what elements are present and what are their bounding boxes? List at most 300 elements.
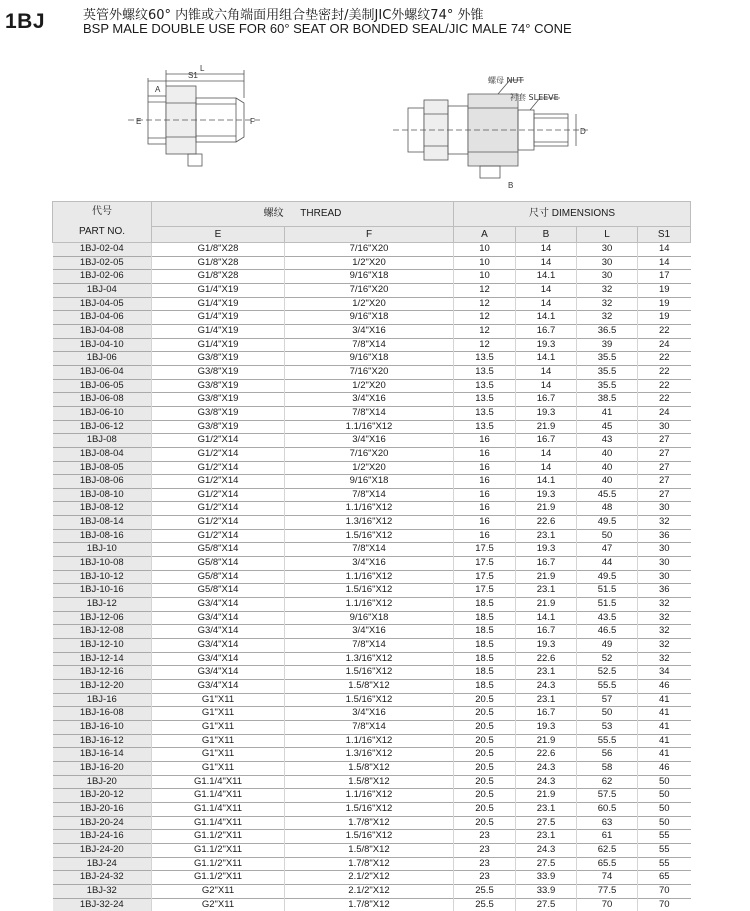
cell-f: 1.1/16"X12 bbox=[285, 598, 454, 612]
cell-a: 17.5 bbox=[454, 584, 516, 598]
cell-part: 1BJ-24 bbox=[53, 857, 152, 871]
cell-b: 19.3 bbox=[516, 338, 577, 352]
dim-label-f: F bbox=[250, 117, 255, 126]
cell-s1: 14 bbox=[638, 256, 691, 270]
cell-f: 7/8"X14 bbox=[285, 720, 454, 734]
cell-e: G1/4"X19 bbox=[152, 311, 285, 325]
cell-part: 1BJ-08-14 bbox=[53, 516, 152, 530]
cell-s1: 65 bbox=[638, 871, 691, 885]
cell-part: 1BJ-02-06 bbox=[53, 270, 152, 284]
cell-l: 32 bbox=[577, 311, 638, 325]
cell-f: 1.5/16"X12 bbox=[285, 693, 454, 707]
cell-part: 1BJ-20 bbox=[53, 775, 152, 789]
table-row bbox=[53, 311, 691, 325]
table-row bbox=[53, 598, 691, 612]
cell-b: 23.1 bbox=[516, 693, 577, 707]
cell-a: 12 bbox=[454, 283, 516, 297]
cell-a: 16 bbox=[454, 475, 516, 489]
part-no-header-en: PART NO. bbox=[79, 226, 125, 237]
cell-e: G1/8"X28 bbox=[152, 270, 285, 284]
cell-part: 1BJ-08-06 bbox=[53, 475, 152, 489]
cell-s1: 32 bbox=[638, 625, 691, 639]
cell-l: 51.5 bbox=[577, 584, 638, 598]
table-row bbox=[53, 529, 691, 543]
fitting-side-view bbox=[128, 70, 263, 166]
table-row bbox=[53, 488, 691, 502]
cell-l: 60.5 bbox=[577, 802, 638, 816]
table-row bbox=[53, 243, 691, 257]
cell-part: 1BJ-12-06 bbox=[53, 611, 152, 625]
cell-a: 20.5 bbox=[454, 748, 516, 762]
cell-s1: 32 bbox=[638, 611, 691, 625]
cell-part: 1BJ-12 bbox=[53, 598, 152, 612]
cell-l: 47 bbox=[577, 543, 638, 557]
cell-part: 1BJ-24-20 bbox=[53, 843, 152, 857]
cell-e: G1/2"X14 bbox=[152, 502, 285, 516]
table-row bbox=[53, 270, 691, 284]
cell-a: 16 bbox=[454, 502, 516, 516]
cell-a: 20.5 bbox=[454, 761, 516, 775]
cell-e: G3/4"X14 bbox=[152, 680, 285, 694]
table-row bbox=[53, 857, 691, 871]
table-row bbox=[53, 447, 691, 461]
cell-e: G3/4"X14 bbox=[152, 611, 285, 625]
cell-a: 20.5 bbox=[454, 775, 516, 789]
cell-f: 1.1/16"X12 bbox=[285, 789, 454, 803]
cell-a: 10 bbox=[454, 256, 516, 270]
cell-f: 9/16"X18 bbox=[285, 270, 454, 284]
cell-b: 24.3 bbox=[516, 680, 577, 694]
cell-a: 12 bbox=[454, 338, 516, 352]
table-row bbox=[53, 884, 691, 898]
cell-a: 20.5 bbox=[454, 802, 516, 816]
cell-part: 1BJ-10-16 bbox=[53, 584, 152, 598]
cell-a: 16 bbox=[454, 461, 516, 475]
dim-label-d: D bbox=[580, 127, 586, 136]
cell-s1: 41 bbox=[638, 734, 691, 748]
cell-a: 13.5 bbox=[454, 379, 516, 393]
cell-s1: 24 bbox=[638, 406, 691, 420]
cell-b: 14 bbox=[516, 447, 577, 461]
cell-part: 1BJ-04-10 bbox=[53, 338, 152, 352]
cell-e: G3/4"X14 bbox=[152, 639, 285, 653]
cell-b: 23.1 bbox=[516, 830, 577, 844]
cell-a: 16 bbox=[454, 447, 516, 461]
cell-a: 16 bbox=[454, 434, 516, 448]
dim-label-l: L bbox=[200, 64, 205, 73]
cell-a: 20.5 bbox=[454, 816, 516, 830]
cell-part: 1BJ-16-10 bbox=[53, 720, 152, 734]
cell-f: 7/8"X14 bbox=[285, 488, 454, 502]
cell-l: 55.5 bbox=[577, 680, 638, 694]
cell-f: 3/4"X16 bbox=[285, 324, 454, 338]
cell-l: 35.5 bbox=[577, 365, 638, 379]
cell-part: 1BJ-16-08 bbox=[53, 707, 152, 721]
cell-part: 1BJ-12-08 bbox=[53, 625, 152, 639]
cell-part: 1BJ-04-05 bbox=[53, 297, 152, 311]
cell-b: 19.3 bbox=[516, 639, 577, 653]
cell-f: 7/8"X14 bbox=[285, 639, 454, 653]
dim-label-a: A bbox=[155, 85, 161, 94]
cell-e: G1/4"X19 bbox=[152, 297, 285, 311]
cell-l: 51.5 bbox=[577, 598, 638, 612]
cell-e: G1/2"X14 bbox=[152, 475, 285, 489]
cell-l: 32 bbox=[577, 297, 638, 311]
cell-f: 3/4"X16 bbox=[285, 393, 454, 407]
table-row bbox=[53, 748, 691, 762]
cell-e: G1.1/4"X11 bbox=[152, 816, 285, 830]
cell-a: 10 bbox=[454, 243, 516, 257]
cell-part: 1BJ-12-14 bbox=[53, 652, 152, 666]
cell-a: 10 bbox=[454, 270, 516, 284]
cell-l: 77.5 bbox=[577, 884, 638, 898]
cell-e: G5/8"X14 bbox=[152, 557, 285, 571]
cell-b: 16.7 bbox=[516, 434, 577, 448]
cell-part: 1BJ-10-12 bbox=[53, 570, 152, 584]
cell-f: 1.5/16"X12 bbox=[285, 584, 454, 598]
cell-s1: 46 bbox=[638, 761, 691, 775]
table-row bbox=[53, 734, 691, 748]
dim-label-e: E bbox=[136, 117, 141, 126]
table-row bbox=[53, 297, 691, 311]
cell-part: 1BJ-08-05 bbox=[53, 461, 152, 475]
cell-part: 1BJ-16-20 bbox=[53, 761, 152, 775]
cell-s1: 19 bbox=[638, 297, 691, 311]
cell-f: 7/8"X14 bbox=[285, 406, 454, 420]
cell-l: 52 bbox=[577, 652, 638, 666]
cell-s1: 22 bbox=[638, 393, 691, 407]
cell-a: 18.5 bbox=[454, 652, 516, 666]
cell-s1: 50 bbox=[638, 802, 691, 816]
nut-label: 螺母 NUT bbox=[488, 75, 523, 85]
cell-a: 12 bbox=[454, 324, 516, 338]
cell-a: 16 bbox=[454, 529, 516, 543]
table-row bbox=[53, 406, 691, 420]
table-row bbox=[53, 830, 691, 844]
cell-l: 70 bbox=[577, 898, 638, 911]
cell-part: 1BJ-16 bbox=[53, 693, 152, 707]
cell-s1: 22 bbox=[638, 324, 691, 338]
cell-l: 63 bbox=[577, 816, 638, 830]
cell-part: 1BJ-08-10 bbox=[53, 488, 152, 502]
cell-b: 23.1 bbox=[516, 584, 577, 598]
cell-part: 1BJ-06-12 bbox=[53, 420, 152, 434]
cell-a: 23 bbox=[454, 857, 516, 871]
cell-a: 18.5 bbox=[454, 666, 516, 680]
table-row bbox=[53, 475, 691, 489]
cell-f: 1.5/16"X12 bbox=[285, 666, 454, 680]
cell-part: 1BJ-02-05 bbox=[53, 256, 152, 270]
cell-part: 1BJ-16-12 bbox=[53, 734, 152, 748]
title-chinese: 英管外螺纹60° 内锥或六角端面用组合垫密封/美制JIC外螺纹74° 外锥 bbox=[83, 4, 483, 23]
cell-e: G1/2"X14 bbox=[152, 516, 285, 530]
cell-e: G5/8"X14 bbox=[152, 584, 285, 598]
cell-l: 39 bbox=[577, 338, 638, 352]
cell-s1: 22 bbox=[638, 365, 691, 379]
part-no-header-cn: 代号 bbox=[92, 206, 112, 217]
cell-a: 23 bbox=[454, 843, 516, 857]
table-row bbox=[53, 256, 691, 270]
table-row bbox=[53, 775, 691, 789]
cell-b: 14.1 bbox=[516, 475, 577, 489]
cell-b: 19.3 bbox=[516, 543, 577, 557]
table-row bbox=[53, 652, 691, 666]
cell-s1: 27 bbox=[638, 488, 691, 502]
cell-part: 1BJ-32 bbox=[53, 884, 152, 898]
table-row bbox=[53, 720, 691, 734]
cell-l: 57 bbox=[577, 693, 638, 707]
cell-l: 36.5 bbox=[577, 324, 638, 338]
cell-l: 62.5 bbox=[577, 843, 638, 857]
cell-l: 50 bbox=[577, 529, 638, 543]
cell-f: 1.3/16"X12 bbox=[285, 748, 454, 762]
cell-f: 1.1/16"X12 bbox=[285, 420, 454, 434]
cell-b: 22.6 bbox=[516, 652, 577, 666]
cell-a: 12 bbox=[454, 311, 516, 325]
cell-part: 1BJ-08-12 bbox=[53, 502, 152, 516]
table-row bbox=[53, 434, 691, 448]
cell-e: G1"X11 bbox=[152, 748, 285, 762]
cell-b: 21.9 bbox=[516, 598, 577, 612]
cell-s1: 32 bbox=[638, 639, 691, 653]
cell-e: G1.1/2"X11 bbox=[152, 830, 285, 844]
cell-l: 41 bbox=[577, 406, 638, 420]
cell-f: 7/8"X14 bbox=[285, 543, 454, 557]
cell-l: 45 bbox=[577, 420, 638, 434]
cell-s1: 36 bbox=[638, 584, 691, 598]
cell-f: 7/16"X20 bbox=[285, 243, 454, 257]
cell-f: 1.5/16"X12 bbox=[285, 529, 454, 543]
cell-f: 7/8"X14 bbox=[285, 338, 454, 352]
cell-f: 1/2"X20 bbox=[285, 461, 454, 475]
cell-l: 52.5 bbox=[577, 666, 638, 680]
cell-f: 1.7/8"X12 bbox=[285, 816, 454, 830]
cell-part: 1BJ-20-12 bbox=[53, 789, 152, 803]
cell-s1: 30 bbox=[638, 557, 691, 571]
cell-part: 1BJ-06-05 bbox=[53, 379, 152, 393]
cell-f: 9/16"X18 bbox=[285, 611, 454, 625]
cell-a: 17.5 bbox=[454, 543, 516, 557]
cell-part: 1BJ-02-04 bbox=[53, 243, 152, 257]
cell-e: G3/8"X19 bbox=[152, 379, 285, 393]
cell-l: 30 bbox=[577, 270, 638, 284]
cell-l: 50 bbox=[577, 707, 638, 721]
fitting-drawing bbox=[48, 48, 688, 203]
cell-s1: 50 bbox=[638, 816, 691, 830]
cell-e: G1"X11 bbox=[152, 707, 285, 721]
cell-s1: 46 bbox=[638, 680, 691, 694]
cell-e: G1/2"X14 bbox=[152, 447, 285, 461]
dimensions-header-cn: 尺寸 bbox=[529, 208, 549, 219]
cell-e: G3/4"X14 bbox=[152, 625, 285, 639]
table-row bbox=[53, 761, 691, 775]
table-row bbox=[53, 871, 691, 885]
cell-l: 58 bbox=[577, 761, 638, 775]
dim-label-b: B bbox=[508, 181, 513, 190]
cell-s1: 14 bbox=[638, 243, 691, 257]
cell-s1: 41 bbox=[638, 748, 691, 762]
cell-s1: 36 bbox=[638, 529, 691, 543]
cell-a: 13.5 bbox=[454, 365, 516, 379]
cell-part: 1BJ-08-16 bbox=[53, 529, 152, 543]
table-row bbox=[53, 543, 691, 557]
cell-a: 13.5 bbox=[454, 406, 516, 420]
cell-part: 1BJ-06-04 bbox=[53, 365, 152, 379]
spec-table-body bbox=[53, 243, 691, 911]
cell-a: 23 bbox=[454, 871, 516, 885]
table-row bbox=[53, 611, 691, 625]
table-row bbox=[53, 625, 691, 639]
cell-l: 53 bbox=[577, 720, 638, 734]
table-row bbox=[53, 283, 691, 297]
cell-f: 2.1/2"X12 bbox=[285, 871, 454, 885]
table-row bbox=[53, 584, 691, 598]
cell-b: 21.9 bbox=[516, 420, 577, 434]
cell-l: 43 bbox=[577, 434, 638, 448]
cell-e: G1"X11 bbox=[152, 693, 285, 707]
cell-part: 1BJ-12-16 bbox=[53, 666, 152, 680]
spec-table bbox=[52, 201, 691, 911]
title-english: BSP MALE DOUBLE USE FOR 60° SEAT OR BONDED SEAL/JIC MALE 74° CONE bbox=[83, 21, 572, 36]
cell-l: 30 bbox=[577, 256, 638, 270]
cell-s1: 27 bbox=[638, 447, 691, 461]
table-row bbox=[53, 789, 691, 803]
cell-s1: 27 bbox=[638, 434, 691, 448]
cell-part: 1BJ-06-08 bbox=[53, 393, 152, 407]
cell-l: 74 bbox=[577, 871, 638, 885]
cell-b: 24.3 bbox=[516, 761, 577, 775]
cell-e: G1"X11 bbox=[152, 761, 285, 775]
cell-b: 33.9 bbox=[516, 871, 577, 885]
cell-e: G1.1/2"X11 bbox=[152, 843, 285, 857]
cell-b: 14.1 bbox=[516, 311, 577, 325]
cell-a: 16 bbox=[454, 516, 516, 530]
cell-a: 13.5 bbox=[454, 420, 516, 434]
cell-l: 56 bbox=[577, 748, 638, 762]
cell-b: 22.6 bbox=[516, 516, 577, 530]
cell-b: 23.1 bbox=[516, 802, 577, 816]
cell-f: 9/16"X18 bbox=[285, 475, 454, 489]
cell-l: 44 bbox=[577, 557, 638, 571]
cell-part: 1BJ-06-10 bbox=[53, 406, 152, 420]
cell-e: G3/8"X19 bbox=[152, 406, 285, 420]
cell-l: 62 bbox=[577, 775, 638, 789]
table-row bbox=[53, 324, 691, 338]
cell-e: G1.1/2"X11 bbox=[152, 857, 285, 871]
cell-e: G2"X11 bbox=[152, 898, 285, 911]
cell-e: G3/4"X14 bbox=[152, 666, 285, 680]
cell-s1: 32 bbox=[638, 652, 691, 666]
col-header-l: L bbox=[577, 226, 638, 242]
cell-f: 3/4"X16 bbox=[285, 625, 454, 639]
cell-e: G1.1/4"X11 bbox=[152, 789, 285, 803]
table-row bbox=[53, 338, 691, 352]
cell-b: 14 bbox=[516, 256, 577, 270]
cell-l: 30 bbox=[577, 243, 638, 257]
cell-l: 48 bbox=[577, 502, 638, 516]
cell-f: 7/16"X20 bbox=[285, 283, 454, 297]
cell-f: 1.5/16"X12 bbox=[285, 802, 454, 816]
cell-l: 49.5 bbox=[577, 516, 638, 530]
cell-e: G5/8"X14 bbox=[152, 543, 285, 557]
cell-s1: 32 bbox=[638, 598, 691, 612]
cell-b: 27.5 bbox=[516, 857, 577, 871]
cell-a: 20.5 bbox=[454, 707, 516, 721]
cell-l: 49 bbox=[577, 639, 638, 653]
cell-b: 27.5 bbox=[516, 898, 577, 911]
fitting-assembly-view bbox=[393, 80, 588, 178]
cell-s1: 32 bbox=[638, 516, 691, 530]
cell-a: 13.5 bbox=[454, 352, 516, 366]
cell-l: 57.5 bbox=[577, 789, 638, 803]
sleeve-label: 衬套 SLEEVE bbox=[510, 92, 559, 102]
cell-l: 35.5 bbox=[577, 352, 638, 366]
cell-b: 14 bbox=[516, 379, 577, 393]
cell-l: 43.5 bbox=[577, 611, 638, 625]
cell-e: G3/4"X14 bbox=[152, 652, 285, 666]
cell-e: G1"X11 bbox=[152, 720, 285, 734]
cell-a: 16 bbox=[454, 488, 516, 502]
cell-s1: 41 bbox=[638, 720, 691, 734]
cell-s1: 30 bbox=[638, 502, 691, 516]
cell-a: 25.5 bbox=[454, 884, 516, 898]
cell-b: 14 bbox=[516, 283, 577, 297]
table-row bbox=[53, 570, 691, 584]
cell-b: 19.3 bbox=[516, 720, 577, 734]
cell-f: 1.1/16"X12 bbox=[285, 734, 454, 748]
cell-b: 14 bbox=[516, 243, 577, 257]
table-row bbox=[53, 379, 691, 393]
cell-f: 9/16"X18 bbox=[285, 352, 454, 366]
cell-a: 20.5 bbox=[454, 734, 516, 748]
cell-e: G1.1/4"X11 bbox=[152, 802, 285, 816]
cell-f: 3/4"X16 bbox=[285, 557, 454, 571]
cell-f: 1/2"X20 bbox=[285, 297, 454, 311]
cell-e: G3/8"X19 bbox=[152, 393, 285, 407]
cell-part: 1BJ-16-14 bbox=[53, 748, 152, 762]
cell-e: G1/4"X19 bbox=[152, 283, 285, 297]
cell-f: 1.3/16"X12 bbox=[285, 652, 454, 666]
cell-s1: 70 bbox=[638, 884, 691, 898]
cell-f: 9/16"X18 bbox=[285, 311, 454, 325]
cell-part: 1BJ-04 bbox=[53, 283, 152, 297]
cell-a: 25.5 bbox=[454, 898, 516, 911]
cell-l: 35.5 bbox=[577, 379, 638, 393]
cell-s1: 30 bbox=[638, 543, 691, 557]
cell-a: 13.5 bbox=[454, 393, 516, 407]
cell-f: 3/4"X16 bbox=[285, 707, 454, 721]
cell-s1: 30 bbox=[638, 570, 691, 584]
cell-part: 1BJ-04-06 bbox=[53, 311, 152, 325]
thread-header-en: THREAD bbox=[300, 208, 341, 219]
col-header-b: B bbox=[516, 226, 577, 242]
cell-part: 1BJ-24-32 bbox=[53, 871, 152, 885]
cell-s1: 41 bbox=[638, 707, 691, 721]
cell-b: 14.1 bbox=[516, 611, 577, 625]
cell-e: G1/8"X28 bbox=[152, 243, 285, 257]
cell-s1: 41 bbox=[638, 693, 691, 707]
cell-l: 55.5 bbox=[577, 734, 638, 748]
cell-part: 1BJ-06 bbox=[53, 352, 152, 366]
table-row bbox=[53, 898, 691, 911]
cell-s1: 19 bbox=[638, 311, 691, 325]
cell-b: 24.3 bbox=[516, 775, 577, 789]
dimensions-header-en: DIMENSIONS bbox=[552, 208, 615, 219]
cell-e: G5/8"X14 bbox=[152, 570, 285, 584]
cell-b: 16.7 bbox=[516, 707, 577, 721]
cell-b: 16.7 bbox=[516, 625, 577, 639]
cell-e: G3/8"X19 bbox=[152, 352, 285, 366]
